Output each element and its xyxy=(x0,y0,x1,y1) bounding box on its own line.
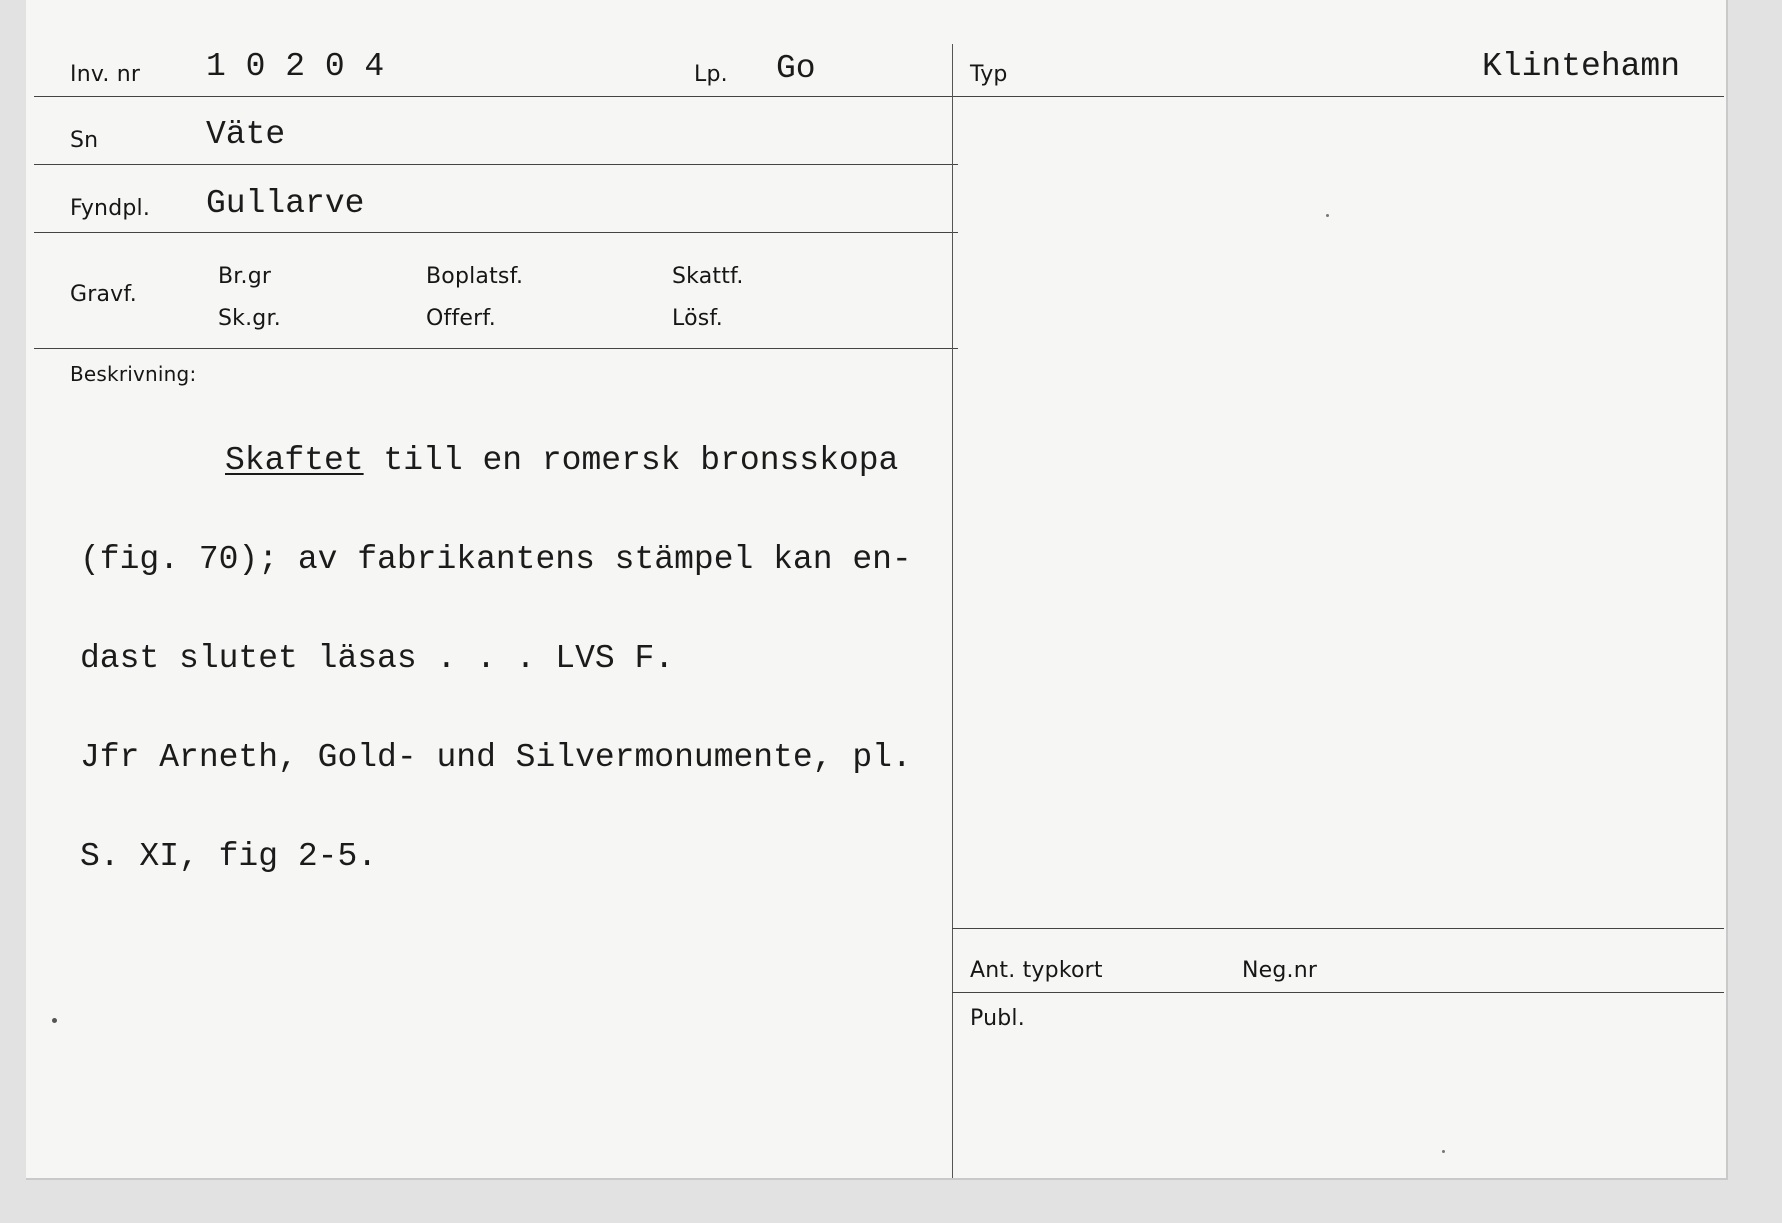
column-divider xyxy=(952,44,953,1178)
inv-nr-label: Inv. nr xyxy=(70,62,141,87)
divider-gravf xyxy=(34,348,958,349)
divider-footer-mid xyxy=(952,992,1724,993)
boplatsf-label: Boplatsf. xyxy=(426,264,524,289)
fyndpl-value: Gullarve xyxy=(206,185,365,222)
sn-label: Sn xyxy=(70,128,99,153)
description-line-1-rest: till en romersk bronsskopa xyxy=(363,442,899,479)
skattf-label: Skattf. xyxy=(672,264,744,289)
divider-typ xyxy=(958,96,1724,97)
ant-typkort-label: Ant. typkort xyxy=(970,958,1103,983)
description-line-4: Jfr Arneth, Gold- und Silvermonumente, pl. xyxy=(80,739,912,776)
publ-label: Publ. xyxy=(970,1006,1025,1031)
divider-header xyxy=(34,96,958,97)
sk-gr-label: Sk.gr. xyxy=(218,306,281,331)
paper-speck xyxy=(1442,1150,1445,1153)
paper-speck xyxy=(52,1018,57,1023)
lp-label: Lp. xyxy=(694,62,728,87)
description-line-5: S. XI, fig 2-5. xyxy=(80,838,378,875)
divider-footer-top xyxy=(952,928,1724,929)
br-gr-label: Br.gr xyxy=(218,264,272,289)
sn-value: Väte xyxy=(206,116,286,153)
offerf-label: Offerf. xyxy=(426,306,496,331)
divider-sn xyxy=(34,164,958,165)
description-line-3: dast slutet läsas . . . LVS F. xyxy=(80,640,675,677)
gravf-label: Gravf. xyxy=(70,282,137,307)
typ-value: Klintehamn xyxy=(1482,48,1681,85)
fyndpl-label: Fyndpl. xyxy=(70,196,151,221)
divider-fyndpl xyxy=(34,232,958,233)
beskrivning-label: Beskrivning: xyxy=(70,362,197,386)
description-text xyxy=(80,378,912,906)
typ-label: Typ xyxy=(970,62,1008,87)
inv-nr-value: 1 0 2 0 4 xyxy=(206,48,385,85)
underlined-word: Skaftet xyxy=(225,442,364,479)
neg-nr-label: Neg.nr xyxy=(1242,958,1318,983)
lp-value: Go xyxy=(776,50,816,87)
description-line-1 xyxy=(80,444,912,477)
description-line-2: (fig. 70); av fabrikantens stämpel kan en- xyxy=(80,541,912,578)
paper-speck xyxy=(1326,214,1329,217)
losf-label: Lösf. xyxy=(672,306,723,331)
